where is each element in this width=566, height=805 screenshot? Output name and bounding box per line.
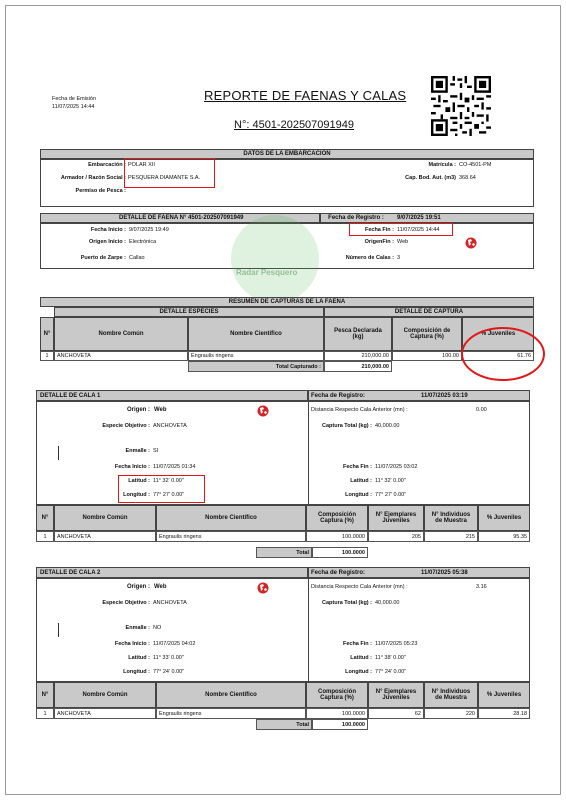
cala2-total-value: 100.0000 bbox=[312, 719, 368, 730]
resumen-row-pesca: 210,000.00 bbox=[324, 351, 392, 361]
cala2-fin-label: Fecha Fin : bbox=[342, 641, 372, 647]
emission-date: 11/07/2025 14:44 bbox=[52, 104, 95, 110]
cala2-captura-label: Captura Total (kg) : bbox=[321, 600, 372, 606]
report-page bbox=[5, 5, 561, 795]
cala2-inicio-value: 11/07/2025 04:02 bbox=[153, 641, 196, 647]
cala1-col-comun: Nombre Común bbox=[54, 505, 156, 531]
cala1-row-cientifico: Engraulis ringens bbox=[156, 531, 306, 542]
captura-header: DETALLE DE CAPTURA bbox=[324, 307, 534, 317]
cala1-lon-label: Longitud : bbox=[123, 492, 150, 498]
juveniles-highlight-circle bbox=[461, 327, 545, 381]
cala1-registro-label: Fecha de Registro: bbox=[311, 392, 366, 399]
total-capturado-value: 210,000.00 bbox=[324, 361, 392, 372]
fecha-inicio-value: 9/07/2025 19:49 bbox=[129, 227, 169, 233]
fecha-fin-value: 11/07/2025 14:44 bbox=[397, 227, 440, 233]
cala1-distancia-label: Distancia Respecto Cala Anterior (mn) : bbox=[311, 407, 408, 413]
cala1-registro-value: 11/07/2025 03:19 bbox=[421, 392, 468, 399]
cala1-row-comun: ANCHOVETA bbox=[54, 531, 156, 542]
cala2-captura-value: 40,000.00 bbox=[375, 600, 400, 606]
cala2-col-n: N° bbox=[36, 682, 54, 708]
puerto-value: Callao bbox=[129, 255, 145, 261]
capacidad-value: 368.64 bbox=[459, 175, 476, 181]
resumen-header: RESUMEN DE CAPTURAS DE LA FAENA bbox=[40, 297, 534, 307]
armador-value: PESQUERA DIAMANTE S.A. bbox=[128, 175, 201, 181]
cala2-lon2-label: Longitud : bbox=[345, 669, 372, 675]
cala1-marker bbox=[58, 446, 59, 460]
embarcacion-value: POLAR XII bbox=[128, 162, 155, 168]
cala1-captura-label: Captura Total (kg) : bbox=[321, 423, 372, 429]
cala2-row-n: 1 bbox=[36, 708, 54, 719]
cala2-origen-value: Web bbox=[154, 584, 167, 590]
cala1-total-label: Total bbox=[256, 547, 312, 558]
capacidad-label: Cap. Bod. Aut. (m3) bbox=[405, 175, 456, 181]
embarcacion-header: DATOS DE LA EMBARCACION bbox=[40, 149, 534, 159]
calas-label: Número de Calas : bbox=[345, 255, 394, 261]
cala2-row-muestra: 220 bbox=[424, 708, 478, 719]
cala1-row-n: 1 bbox=[36, 531, 54, 542]
col-juveniles: % Juveniles bbox=[462, 317, 534, 351]
especies-header: DETALLE ESPECIES bbox=[54, 307, 324, 317]
cala2-header: DETALLE DE CALA 2 bbox=[36, 567, 308, 578]
cala2-fin-value: 11/07/2025 05:23 bbox=[375, 641, 418, 647]
cala2-row-cientifico: Engraulis ringens bbox=[156, 708, 306, 719]
cala1-lat-label: Latitud : bbox=[128, 478, 150, 484]
cala1-inicio-label: Fecha Inicio : bbox=[114, 464, 150, 470]
cala2-col-composicion: Composición Captura (%) bbox=[306, 682, 368, 708]
cala1-lon-value: 77° 27' 0.00'' bbox=[153, 492, 185, 498]
origen-inicio-value: Electrónica bbox=[129, 239, 157, 245]
cala1-row-juveniles: 205 bbox=[368, 531, 424, 542]
cala1-row-composicion: 100.0000 bbox=[306, 531, 368, 542]
embarcacion-label: Embarcación : bbox=[88, 162, 126, 168]
permiso-label: Permiso de Pesca : bbox=[75, 188, 126, 194]
cala1-origen-label: Origen : bbox=[126, 407, 150, 413]
cala1-col-pct: % Juveniles bbox=[478, 505, 530, 531]
watermark-logo bbox=[231, 215, 319, 303]
cala1-lon2-label: Longitud : bbox=[345, 492, 372, 498]
cala1-col-cientifico: Nombre Científico bbox=[156, 505, 306, 531]
cala2-distancia-label: Distancia Respecto Cala Anterior (mn) : bbox=[311, 584, 408, 590]
armador-label: Armador / Razón Social : bbox=[60, 175, 126, 181]
cala1-distancia-value: 0.00 bbox=[476, 407, 487, 413]
cala1-total-value: 100.0000 bbox=[312, 547, 368, 558]
cala1-especie-label: Especie Objetivo : bbox=[102, 423, 150, 429]
emission-label: Fecha de Emisión bbox=[52, 96, 97, 102]
cala1-world-map-icon bbox=[257, 405, 269, 417]
cala1-row-pct: 95.35 bbox=[478, 531, 530, 542]
puerto-label: Puerto de Zarpe : bbox=[80, 255, 126, 261]
cala2-world-map-icon bbox=[257, 582, 269, 594]
cala1-origen-value: Web bbox=[154, 407, 167, 413]
cala1-especie-value: ANCHOVETA bbox=[153, 423, 187, 429]
cala2-row-juveniles: 62 bbox=[368, 708, 424, 719]
watermark-text: Radar Pesquero bbox=[236, 268, 298, 277]
cala2-origen-label: Origen : bbox=[126, 584, 150, 590]
cala1-divider bbox=[308, 401, 309, 505]
col-nombre-cientifico: Nombre Científico bbox=[188, 317, 324, 351]
cala2-lat-label: Latitud : bbox=[128, 655, 150, 661]
fecha-inicio-label: Fecha Inicio : bbox=[90, 227, 126, 233]
cala1-header: DETALLE DE CALA 1 bbox=[36, 390, 308, 401]
cala1-col-juveniles: N° Ejemplares Juveniles bbox=[368, 505, 424, 531]
faena-registro-label: Fecha de Registro : bbox=[328, 215, 384, 221]
cala2-row-pct: 28.18 bbox=[478, 708, 530, 719]
cala2-registro-header bbox=[308, 567, 530, 578]
origen-inicio-label: Origen Inicio : bbox=[89, 239, 126, 245]
cala2-especie-value: ANCHOVETA bbox=[153, 600, 187, 606]
cala1-lat-value: 11° 32' 0.00'' bbox=[153, 478, 184, 484]
cala1-row-muestra: 215 bbox=[424, 531, 478, 542]
fecha-fin-highlight bbox=[349, 223, 453, 236]
calas-value: 3 bbox=[397, 255, 401, 261]
resumen-row-cientifico: Engraulis ringens bbox=[188, 351, 324, 361]
faena-header: DETALLE DE FAENA N° 4501-202507091949 bbox=[40, 213, 320, 223]
cala2-lon-value: 77° 24' 0.00'' bbox=[153, 669, 185, 675]
fecha-fin-label: Fecha Fin : bbox=[364, 227, 394, 233]
report-title: REPORTE DE FAENAS Y CALAS bbox=[204, 88, 407, 103]
cala2-col-juveniles: N° Ejemplares Juveniles bbox=[368, 682, 424, 708]
cala2-lat-value: 11° 33' 0.00'' bbox=[153, 655, 184, 661]
col-composicion: Composición de Captura (%) bbox=[392, 317, 462, 351]
cala2-col-comun: Nombre Común bbox=[54, 682, 156, 708]
cala2-col-pct: % Juveniles bbox=[478, 682, 530, 708]
cala2-col-muestra: N° Individuos de Muestra bbox=[424, 682, 478, 708]
cala2-divider bbox=[308, 578, 309, 682]
cala1-enmalle-label: Enmalle : bbox=[125, 448, 150, 454]
col-pesca: Pesca Declarada (kg) bbox=[324, 317, 392, 351]
resumen-row-composicion: 100.00 bbox=[392, 351, 462, 361]
world-map-icon bbox=[465, 237, 477, 249]
cala2-total-label: Total bbox=[256, 719, 312, 730]
cala1-captura-value: 40,000.00 bbox=[375, 423, 400, 429]
cala2-inicio-label: Fecha Inicio : bbox=[114, 641, 150, 647]
cala2-marker bbox=[58, 623, 59, 637]
matricula-value: CO-4501-PM bbox=[459, 162, 492, 168]
cala1-enmalle-value: SI bbox=[153, 448, 159, 454]
faena-registro-header bbox=[320, 213, 534, 223]
qr-code-icon bbox=[431, 76, 491, 136]
cala1-lon2-value: 77° 27' 0.00'' bbox=[375, 492, 407, 498]
origen-fin-label: OrigenFin : bbox=[364, 239, 394, 245]
faena-registro-value: 9/07/2025 19:51 bbox=[397, 215, 441, 221]
resumen-row-juveniles: 61.76 bbox=[462, 351, 534, 361]
cala2-lon2-value: 77° 24' 0.00'' bbox=[375, 669, 407, 675]
cala1-registro-header bbox=[308, 390, 530, 401]
cala2-lat2-label: Latitud : bbox=[350, 655, 372, 661]
cala1-fin-label: Fecha Fin : bbox=[342, 464, 372, 470]
cala2-lon-label: Longitud : bbox=[123, 669, 150, 675]
origen-fin-value: Web bbox=[397, 239, 409, 245]
col-nombre-comun: Nombre Común bbox=[54, 317, 188, 351]
total-capturado-label: Total Capturado : bbox=[188, 361, 324, 372]
embarcacion-highlight bbox=[124, 158, 215, 188]
cala1-lat2-value: 11° 32' 0.00'' bbox=[375, 478, 406, 484]
cala2-row-composicion: 100.0000 bbox=[306, 708, 368, 719]
cala2-especie-label: Especie Objetivo : bbox=[102, 600, 150, 606]
cala2-distancia-value: 3.16 bbox=[476, 584, 487, 590]
cala1-col-n: N° bbox=[36, 505, 54, 531]
cala1-inicio-value: 11/07/2025 01:34 bbox=[153, 464, 196, 470]
cala1-lat2-label: Latitud : bbox=[350, 478, 372, 484]
cala2-lat2-value: 11° 38' 0.00'' bbox=[375, 655, 406, 661]
cala2-row-comun: ANCHOVETA bbox=[54, 708, 156, 719]
cala2-col-cientifico: Nombre Científico bbox=[156, 682, 306, 708]
cala1-col-composicion: Composición Captura (%) bbox=[306, 505, 368, 531]
cala2-enmalle-label: Enmalle : bbox=[125, 625, 150, 631]
col-n: N° bbox=[40, 317, 54, 351]
resumen-row-n: 1 bbox=[40, 351, 54, 361]
cala2-registro-label: Fecha de Registro: bbox=[311, 569, 366, 576]
cala1-coords-highlight bbox=[118, 475, 205, 503]
cala1-col-muestra: N° Individuos de Muestra bbox=[424, 505, 478, 531]
report-number: N°: 4501-202507091949 bbox=[234, 119, 355, 131]
resumen-row-comun: ANCHOVETA bbox=[54, 351, 188, 361]
matricula-label: Matrícula : bbox=[428, 162, 456, 168]
cala2-enmalle-value: NO bbox=[153, 625, 162, 631]
cala1-fin-value: 11/07/2025 03:02 bbox=[375, 464, 418, 470]
cala2-registro-value: 11/07/2025 05:38 bbox=[421, 569, 468, 576]
